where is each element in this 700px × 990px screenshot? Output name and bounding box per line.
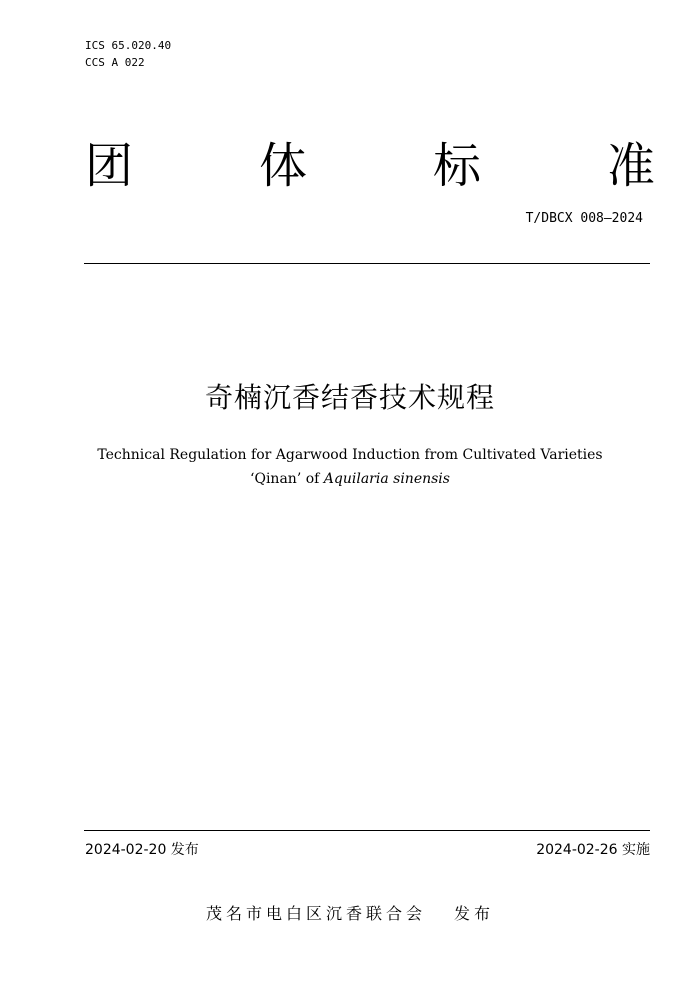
top-divider — [84, 263, 650, 264]
document-title-english — [0, 443, 700, 491]
publisher-line — [0, 901, 700, 924]
ics-code: ICS 65.020.40 — [85, 39, 172, 52]
ccs-code: CCS A 022 — [85, 56, 145, 69]
standard-type-char-1: 团 — [85, 138, 134, 194]
standard-type-char-3: 标 — [432, 138, 481, 194]
standard-type-char-4: 准 — [606, 138, 655, 194]
english-title-line-2 — [0, 467, 700, 491]
publish-date: 2024-02-20 发布 — [85, 842, 199, 858]
standard-type-heading — [85, 136, 655, 196]
bottom-divider — [84, 830, 650, 831]
publisher-action: 发布 — [454, 904, 495, 923]
effective-date: 2024-02-26 实施 — [536, 842, 650, 858]
english-title-species: Aquilaria sinensis — [323, 471, 450, 487]
standard-type-char-2: 体 — [258, 138, 307, 194]
classification-codes — [85, 37, 171, 71]
publisher-name: 茂名市电白区沉香联合会 — [205, 904, 426, 923]
document-title-chinese: 奇楠沉香结香技术规程 — [204, 381, 495, 414]
standard-number: T/DBCX 008—2024 — [525, 211, 643, 226]
english-title-line-1: Technical Regulation for Agarwood Induction from Cultivated Varieties — [97, 447, 603, 463]
english-title-prefix: ‘Qinan’ of — [250, 471, 324, 487]
